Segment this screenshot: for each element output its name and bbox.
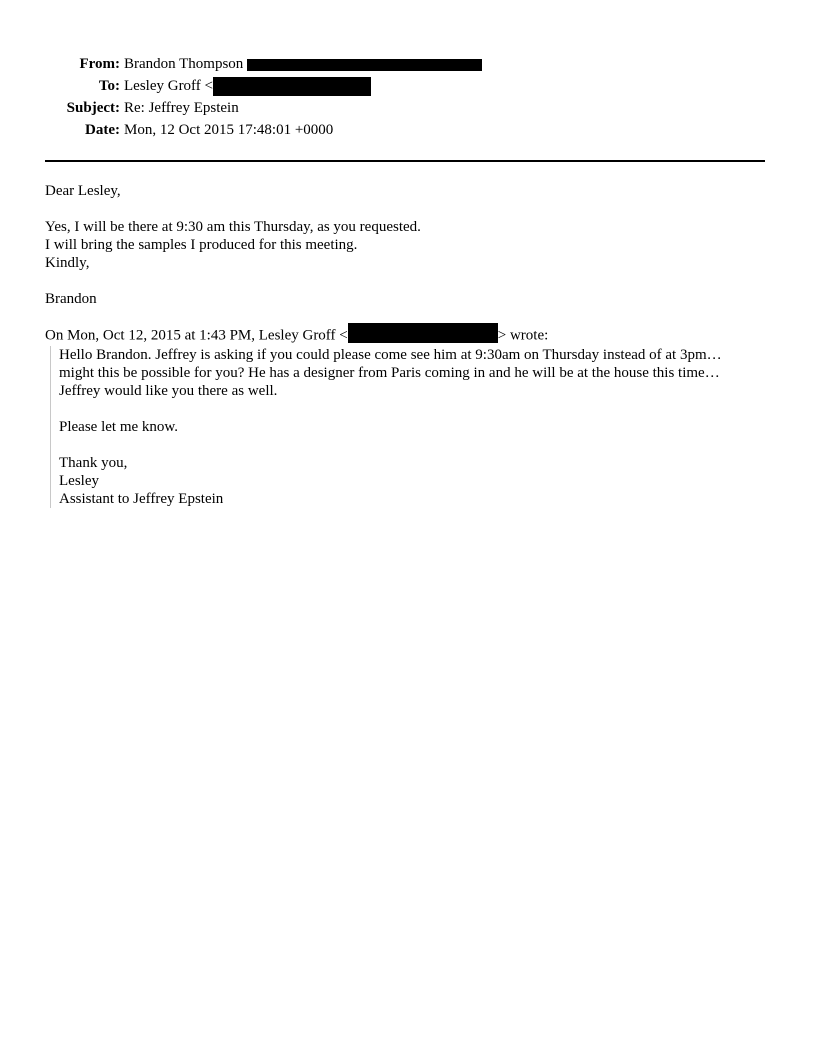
redaction-box bbox=[213, 77, 371, 96]
to-row bbox=[0, 75, 816, 97]
subject-label: Subject: bbox=[66, 100, 120, 116]
reply-line: I will bring the samples I produced for this meeting. bbox=[45, 237, 358, 253]
greeting: Dear Lesley, bbox=[45, 183, 121, 199]
email-headers bbox=[0, 53, 816, 141]
redaction-box bbox=[348, 323, 498, 343]
date-label: Date: bbox=[85, 122, 120, 138]
from-label: From: bbox=[79, 56, 120, 72]
date-value: Mon, 12 Oct 2015 17:48:01 +0000 bbox=[124, 122, 334, 138]
subject-value: Re: Jeffrey Epstein bbox=[124, 100, 239, 116]
quote-line: Please let me know. bbox=[59, 419, 178, 435]
quote-thanks: Thank you, bbox=[59, 455, 128, 471]
subject-row bbox=[0, 97, 816, 119]
from-row bbox=[0, 53, 816, 75]
quote-signer-name: Lesley bbox=[59, 473, 99, 489]
quote-line: Hello Brandon. Jeffrey is asking if you could please come see him at 9:30am on Thursday instead of at 3pm… bbox=[59, 347, 722, 363]
quoted-message bbox=[50, 346, 771, 508]
signature: Brandon bbox=[45, 291, 97, 307]
redaction-box bbox=[247, 59, 482, 71]
quote-signer-title: Assistant to Jeffrey Epstein bbox=[59, 491, 224, 507]
email-body bbox=[45, 182, 785, 508]
quote-attribution: On Mon, Oct 12, 2015 at 1:43 PM, Lesley Groff < > wrote: bbox=[45, 326, 785, 346]
to-value: Lesley Groff < bbox=[124, 78, 213, 94]
to-label: To: bbox=[98, 78, 120, 94]
header-divider bbox=[45, 160, 765, 162]
date-row bbox=[0, 119, 816, 141]
quote-line: might this be possible for you? He has a designer from Paris coming in and he will be at the house this time… bbox=[59, 365, 720, 381]
closing: Kindly, bbox=[45, 255, 90, 271]
reply-line: Yes, I will be there at 9:30 am this Thursday, as you requested. bbox=[45, 219, 421, 235]
quote-line: Jeffrey would like you there as well. bbox=[59, 383, 278, 399]
from-value: Brandon Thompson bbox=[124, 56, 244, 72]
